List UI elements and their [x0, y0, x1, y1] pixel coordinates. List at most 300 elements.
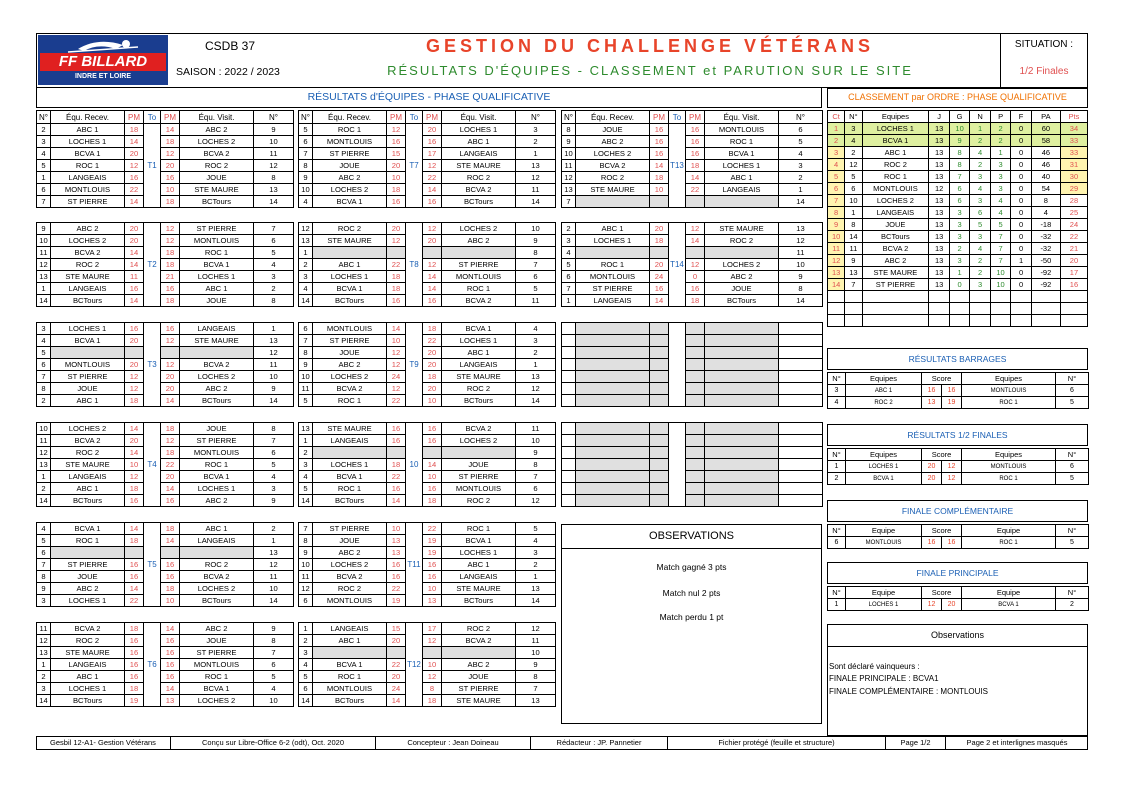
results-header-cell: PM — [387, 111, 406, 124]
away-team: LANGEAIS — [442, 148, 516, 160]
home-team: LOCHES 1 — [313, 459, 387, 471]
classement-cell: 31 — [1060, 159, 1087, 171]
away-team: BCTours — [442, 196, 516, 208]
team-number: 14 — [516, 196, 556, 208]
team-number: 2 — [254, 283, 294, 295]
away-team — [705, 323, 779, 335]
away-team — [705, 483, 779, 495]
classement-table — [827, 110, 1088, 327]
classement-cell: 0 — [1011, 183, 1031, 195]
classement-cell: 16 — [1060, 279, 1087, 291]
match-row — [299, 196, 556, 208]
small-table-cell: ROC 1 — [962, 397, 1056, 409]
team-number: 6 — [562, 271, 576, 283]
classement-cell: 3 — [990, 183, 1010, 195]
team-number: 6 — [516, 483, 556, 495]
team-number: 3 — [254, 271, 294, 283]
team-number: 13 — [516, 371, 556, 383]
points-cell: 24 — [387, 683, 406, 695]
away-team — [442, 447, 516, 459]
team-number — [562, 447, 576, 459]
classement-header-cell: Pts — [1060, 111, 1087, 123]
team-number: 8 — [299, 160, 313, 172]
classement-cell — [1031, 315, 1060, 327]
team-number: 9 — [779, 271, 823, 283]
team-number: 13 — [254, 184, 294, 196]
team-number: 5 — [254, 671, 294, 683]
team-number: 2 — [254, 523, 294, 535]
small-table-header: Equipes — [846, 449, 922, 461]
points-cell: 14 — [423, 184, 442, 196]
team-number: 1 — [299, 623, 313, 635]
points-cell: 12 — [161, 235, 180, 247]
away-team: ROC 2 — [705, 235, 779, 247]
away-team — [442, 647, 516, 659]
points-cell: 17 — [423, 148, 442, 160]
points-cell: 12 — [125, 160, 144, 172]
classement-row — [828, 123, 1088, 135]
team-number: 11 — [254, 148, 294, 160]
classement-cell: 9 — [828, 219, 845, 231]
home-team — [576, 435, 650, 447]
home-team: ROC 1 — [313, 483, 387, 495]
points-cell: 12 — [125, 471, 144, 483]
team-number: 9 — [299, 172, 313, 184]
footer-item: Page 1/2 — [885, 737, 945, 749]
team-number: 10 — [516, 435, 556, 447]
team-number: 12 — [516, 172, 556, 184]
home-team: ABC 2 — [313, 172, 387, 184]
team-number: 11 — [254, 359, 294, 371]
away-team: BCTours — [442, 595, 516, 607]
home-team — [576, 483, 650, 495]
away-team: JOUE — [705, 283, 779, 295]
classement-cell: 0 — [1011, 243, 1031, 255]
results-header-cell: N° — [254, 111, 294, 124]
home-team: ROC 2 — [51, 447, 125, 459]
away-team: ROC 1 — [180, 247, 254, 259]
away-team — [705, 335, 779, 347]
classement-cell — [949, 315, 969, 327]
match-row — [37, 535, 294, 547]
classement-cell: 33 — [1060, 135, 1087, 147]
home-team: LOCHES 1 — [313, 271, 387, 283]
classement-cell: 2 — [970, 255, 990, 267]
team-number: 5 — [254, 459, 294, 471]
home-team: BCTours — [51, 295, 125, 307]
points-cell: 17 — [423, 623, 442, 635]
home-team: MONTLOUIS — [313, 323, 387, 335]
away-team: ST PIERRE — [442, 259, 516, 271]
tour-label: T11 — [406, 523, 423, 607]
small-table-cell: 16 — [942, 537, 962, 549]
points-cell — [686, 435, 705, 447]
away-team: BCVA 2 — [442, 295, 516, 307]
away-team: ABC 1 — [442, 347, 516, 359]
points-cell: 14 — [125, 523, 144, 535]
classement-cell: 7 — [990, 243, 1010, 255]
points-cell — [686, 247, 705, 259]
classement-cell: 22 — [1060, 231, 1087, 243]
points-cell: 12 — [387, 347, 406, 359]
classement-header-cell: F — [1011, 111, 1031, 123]
team-number — [779, 471, 823, 483]
points-cell: 12 — [423, 635, 442, 647]
classement-cell: 0 — [1011, 207, 1031, 219]
points-cell: 10 — [423, 395, 442, 407]
match-row — [562, 223, 823, 235]
points-cell — [161, 347, 180, 359]
small-table-cell: 12 — [922, 599, 942, 611]
team-number — [779, 459, 823, 471]
classement-row — [828, 147, 1088, 159]
team-number — [562, 423, 576, 435]
home-team: LANGEAIS — [51, 283, 125, 295]
points-cell: 16 — [423, 435, 442, 447]
points-cell — [686, 347, 705, 359]
team-number: 3 — [562, 235, 576, 247]
home-team: LANGEAIS — [313, 435, 387, 447]
classement-cell: 7 — [828, 195, 845, 207]
classement-cell: 46 — [1031, 147, 1060, 159]
small-table-cell: LOCHES 1 — [846, 461, 922, 473]
match-row — [37, 547, 294, 559]
match-row — [299, 247, 556, 259]
classement-title: CLASSEMENT par ORDRE : PHASE QUALIFICATIVE — [848, 92, 1067, 102]
classement-cell — [1060, 315, 1087, 327]
team-number: 8 — [254, 423, 294, 435]
team-number: 3 — [254, 483, 294, 495]
match-row — [37, 423, 294, 435]
team-number: 4 — [299, 659, 313, 671]
home-team: BCTours — [51, 695, 125, 707]
home-team: ST PIERRE — [313, 335, 387, 347]
points-cell: 22 — [387, 259, 406, 271]
small-table-header: N° — [1056, 449, 1089, 461]
team-number: 1 — [254, 323, 294, 335]
classement-cell: 8 — [828, 207, 845, 219]
observation-line-loss: Match perdu 1 pt — [659, 612, 724, 622]
team-number — [562, 347, 576, 359]
match-row — [299, 583, 556, 595]
match-row — [37, 148, 294, 160]
away-team: ST PIERRE — [442, 471, 516, 483]
classement-cell: 0 — [1011, 171, 1031, 183]
classement-cell: 5 — [970, 219, 990, 231]
away-team: BCVA 2 — [180, 571, 254, 583]
classement-cell: 28 — [1060, 195, 1087, 207]
team-number: 11 — [516, 184, 556, 196]
points-cell: 12 — [686, 223, 705, 235]
match-row — [562, 124, 823, 136]
team-number: 8 — [37, 383, 51, 395]
team-number: 6 — [299, 683, 313, 695]
classement-cell: 2 — [845, 147, 862, 159]
home-team: STE MAURE — [51, 459, 125, 471]
points-cell: 20 — [125, 435, 144, 447]
small-table-header: Equipe — [962, 587, 1056, 599]
results-header-cell: N° — [516, 111, 556, 124]
home-team: ROC 2 — [313, 223, 387, 235]
points-cell: 14 — [423, 283, 442, 295]
small-table-cell: 16 — [942, 385, 962, 397]
points-cell: 15 — [387, 623, 406, 635]
home-team — [576, 423, 650, 435]
match-row — [562, 247, 823, 259]
points-cell: 16 — [125, 571, 144, 583]
team-number: 11 — [516, 295, 556, 307]
team-number: 8 — [779, 283, 823, 295]
home-team: MONTLOUIS — [576, 271, 650, 283]
footer-item: Page 2 et interlignes masqués — [945, 737, 1088, 749]
team-number: 7 — [37, 371, 51, 383]
away-team: STE MAURE — [442, 583, 516, 595]
team-number: 9 — [254, 383, 294, 395]
away-team: ABC 2 — [442, 235, 516, 247]
away-team: ST PIERRE — [442, 683, 516, 695]
points-cell: 16 — [125, 283, 144, 295]
points-cell: 16 — [423, 196, 442, 208]
classement-cell: 0 — [1011, 279, 1031, 291]
result-group-table — [36, 322, 294, 407]
points-cell — [686, 423, 705, 435]
team-number: 9 — [516, 659, 556, 671]
team-number: 13 — [299, 235, 313, 247]
home-team: BCVA 2 — [313, 383, 387, 395]
home-team: LOCHES 2 — [313, 559, 387, 571]
team-number: 12 — [254, 559, 294, 571]
winner-principale: FINALE PRINCIPALE : BCVA1 — [829, 674, 939, 683]
home-team: LOCHES 2 — [576, 148, 650, 160]
classement-cell — [1060, 303, 1087, 315]
team-number: 14 — [37, 295, 51, 307]
away-team: BCVA 1 — [180, 683, 254, 695]
result-group-table — [561, 322, 823, 407]
points-cell: 18 — [161, 583, 180, 595]
home-team: ABC 1 — [51, 671, 125, 683]
away-team: JOUE — [442, 671, 516, 683]
footer-item: Gesbil 12-A1- Gestion Vétérans — [50, 738, 156, 747]
home-team: BCTours — [313, 295, 387, 307]
classement-cell: 13 — [929, 255, 949, 267]
classement-cell: 4 — [990, 195, 1010, 207]
match-row — [299, 659, 556, 671]
results-header-cell: Équ. Visit. — [442, 111, 516, 124]
classement-cell — [1031, 303, 1060, 315]
home-team — [576, 395, 650, 407]
finale_princ-title: FINALE PRINCIPALE — [916, 568, 999, 578]
away-team: MONTLOUIS — [180, 235, 254, 247]
finale_comp-title: FINALE COMPLÉMENTAIRE — [901, 506, 1014, 516]
match-row — [37, 471, 294, 483]
classement-cell — [828, 315, 845, 327]
results-header-cell: PM — [650, 111, 669, 124]
points-cell: 12 — [125, 371, 144, 383]
classement-cell: 10 — [990, 279, 1010, 291]
points-cell: 16 — [387, 136, 406, 148]
team-number: 1 — [516, 571, 556, 583]
classement-cell: 2 — [970, 135, 990, 147]
team-number: 6 — [37, 547, 51, 559]
small-table-header: Equipes — [962, 449, 1056, 461]
points-cell: 20 — [423, 235, 442, 247]
small-table-cell: 5 — [1056, 473, 1089, 485]
points-cell — [161, 547, 180, 559]
away-team: BCTours — [705, 295, 779, 307]
away-team: ROC 2 — [442, 623, 516, 635]
team-number: 7 — [562, 283, 576, 295]
small-table-cell: 13 — [922, 397, 942, 409]
small-table-cell: 5 — [1056, 537, 1089, 549]
away-team — [705, 435, 779, 447]
points-cell: 18 — [423, 495, 442, 507]
points-cell: 24 — [650, 271, 669, 283]
tour-label: T7 — [406, 124, 423, 208]
classement-cell: 14 — [845, 231, 862, 243]
away-team: ABC 2 — [442, 659, 516, 671]
classement-cell: 33 — [1060, 147, 1087, 159]
small-table-header: N° — [828, 373, 846, 385]
classement-cell: 7 — [845, 279, 862, 291]
team-number: 14 — [254, 196, 294, 208]
away-team: ROC 2 — [442, 172, 516, 184]
home-team: ABC 2 — [51, 223, 125, 235]
away-team: LOCHES 1 — [180, 483, 254, 495]
tour-label — [669, 323, 686, 407]
team-number: 7 — [299, 148, 313, 160]
team-number: 6 — [779, 124, 823, 136]
classement-row — [828, 267, 1088, 279]
points-cell: 16 — [125, 671, 144, 683]
match-row — [299, 595, 556, 607]
small-table-cell: 20 — [922, 461, 942, 473]
points-cell — [650, 347, 669, 359]
points-cell — [686, 196, 705, 208]
match-row — [562, 323, 823, 335]
team-number: 12 — [37, 259, 51, 271]
points-cell: 16 — [650, 148, 669, 160]
points-cell: 22 — [423, 172, 442, 184]
points-cell — [650, 435, 669, 447]
small-table-cell: 20 — [922, 473, 942, 485]
team-number: 5 — [779, 136, 823, 148]
classement-cell: 3 — [990, 159, 1010, 171]
classement-cell — [1060, 291, 1087, 303]
home-team: BCVA 2 — [51, 623, 125, 635]
classement-cell: 4 — [970, 147, 990, 159]
result-group-table — [298, 622, 556, 707]
small-table-cell: 1 — [828, 461, 846, 473]
small-table-header: Equipe — [846, 587, 922, 599]
match-row — [299, 295, 556, 307]
barrages-table — [827, 372, 1089, 409]
team-number: 14 — [299, 295, 313, 307]
points-cell: 20 — [650, 259, 669, 271]
points-cell: 12 — [125, 383, 144, 395]
points-cell — [686, 383, 705, 395]
team-number: 4 — [299, 471, 313, 483]
team-number: 10 — [299, 559, 313, 571]
results-header-cell: N° — [779, 111, 823, 124]
points-cell — [650, 483, 669, 495]
points-cell: 20 — [423, 124, 442, 136]
home-team: JOUE — [51, 571, 125, 583]
points-cell — [125, 347, 144, 359]
home-team: STE MAURE — [313, 235, 387, 247]
points-cell: 12 — [387, 359, 406, 371]
points-cell: 16 — [161, 283, 180, 295]
points-cell — [650, 383, 669, 395]
classement-cell: 13 — [929, 159, 949, 171]
small-table-header: N° — [1056, 587, 1089, 599]
points-cell: 20 — [387, 671, 406, 683]
classement-cell: 1 — [845, 207, 862, 219]
points-cell: 10 — [161, 595, 180, 607]
points-cell: 18 — [161, 247, 180, 259]
away-team: ST PIERRE — [180, 435, 254, 447]
match-row — [562, 148, 823, 160]
team-number — [779, 435, 823, 447]
match-row — [37, 124, 294, 136]
team-number: 7 — [516, 471, 556, 483]
classement-cell: 8 — [949, 147, 969, 159]
team-number — [562, 383, 576, 395]
small-table-cell: ROC 1 — [962, 537, 1056, 549]
small-table-header: N° — [1056, 525, 1089, 537]
match-row — [37, 623, 294, 635]
team-number: 6 — [516, 271, 556, 283]
team-number: 10 — [562, 148, 576, 160]
team-number: 2 — [516, 347, 556, 359]
classement-cell: 7 — [949, 171, 969, 183]
team-number: 4 — [299, 283, 313, 295]
points-cell: 14 — [686, 172, 705, 184]
classement-cell: ROC 1 — [862, 171, 929, 183]
team-number: 5 — [299, 395, 313, 407]
small-table-cell: ROC 2 — [846, 397, 922, 409]
points-cell — [650, 371, 669, 383]
points-cell: 14 — [161, 483, 180, 495]
match-row — [562, 184, 823, 196]
team-number: 14 — [254, 595, 294, 607]
match-row — [562, 172, 823, 184]
away-team: LOCHES 1 — [442, 335, 516, 347]
small-table-row — [828, 461, 1089, 473]
home-team — [313, 247, 387, 259]
points-cell: 16 — [125, 323, 144, 335]
match-row — [299, 571, 556, 583]
result-group-table — [561, 110, 823, 208]
points-cell: 16 — [686, 283, 705, 295]
away-team: ST PIERRE — [180, 647, 254, 659]
points-cell: 15 — [387, 148, 406, 160]
home-team: ROC 1 — [51, 535, 125, 547]
team-number: 4 — [516, 323, 556, 335]
team-number: 7 — [299, 523, 313, 535]
small-table-row — [828, 599, 1089, 611]
points-cell: 16 — [125, 659, 144, 671]
away-team: STE MAURE — [705, 223, 779, 235]
away-team: BCVA 1 — [705, 148, 779, 160]
match-row — [299, 148, 556, 160]
points-cell — [387, 647, 406, 659]
match-row — [37, 160, 294, 172]
results-header-cell: PM — [423, 111, 442, 124]
home-team: LOCHES 1 — [576, 235, 650, 247]
match-row — [299, 523, 556, 535]
small-table-header: Score — [922, 449, 962, 461]
small-table-cell: 16 — [922, 385, 942, 397]
